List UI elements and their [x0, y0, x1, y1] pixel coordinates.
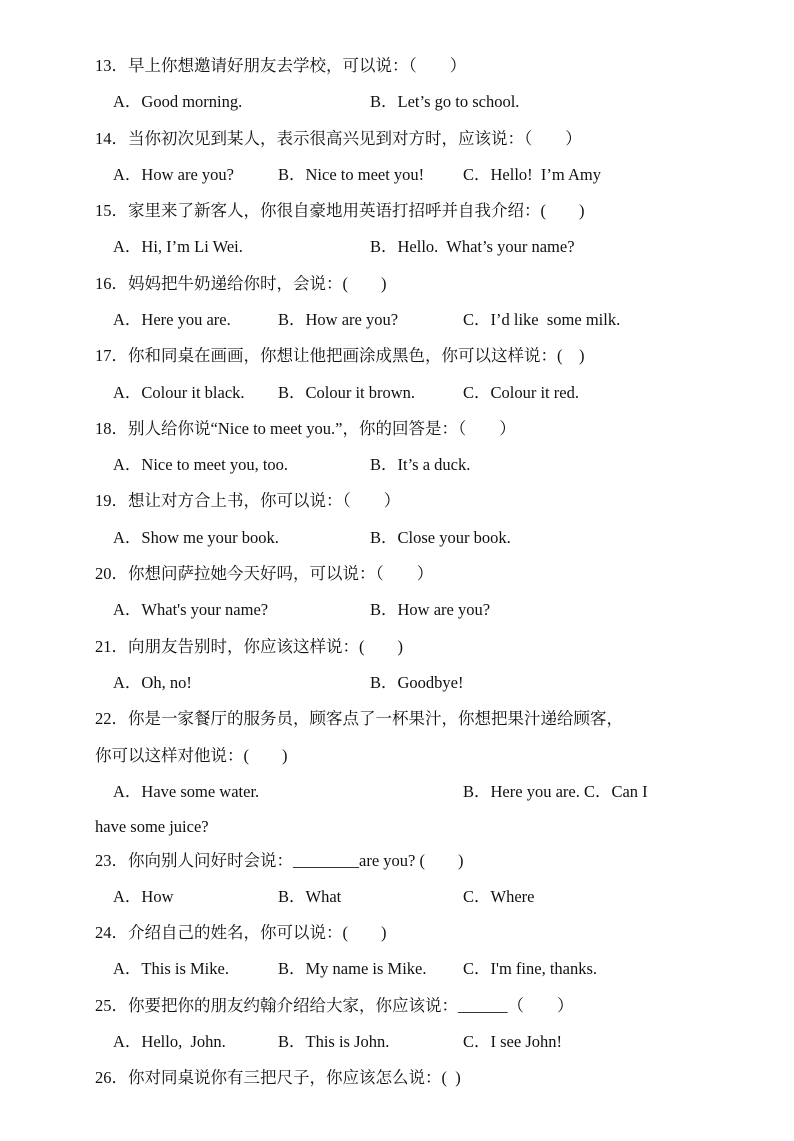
- options-14: [113, 164, 733, 186]
- option-a: A．Colour it black.: [113, 383, 245, 402]
- options-25: [113, 1031, 733, 1053]
- options-15: [113, 236, 733, 258]
- option-b: B．This is John.: [278, 1032, 390, 1051]
- option-a: A．Hi, I’m Li Wei.: [113, 237, 243, 256]
- question-20: 20．你想问萨拉她今天好吗，可以说：（ ）: [95, 564, 434, 583]
- option-b: B．How are you?: [370, 600, 491, 619]
- options-21: [113, 672, 733, 694]
- option-c: C．I'm fine, thanks.: [463, 959, 598, 978]
- option-b: B．Close your book.: [370, 528, 511, 547]
- options-19: [113, 527, 733, 549]
- options-16: [113, 309, 733, 331]
- option-b: B．How are you?: [278, 310, 399, 329]
- option-b: B．Nice to meet you!: [278, 165, 425, 184]
- option-a: A．Show me your book.: [113, 528, 279, 547]
- question-13: 13．早上你想邀请好朋友去学校，可以说：（ ）: [95, 56, 467, 75]
- question-22: 22．你是一家餐厅的服务员，顾客点了一杯果汁，你想把果汁递给顾客，: [95, 709, 623, 728]
- option-b-c: B．Here you are. C．Can I: [463, 782, 648, 801]
- question-25: 25．你要把你的朋友约翰介绍给大家，你应该说：______（ ）: [95, 996, 574, 1015]
- option-b: B．My name is Mike.: [278, 959, 427, 978]
- question-26: 26．你对同桌说你有三把尺子，你应该怎么说：( ): [95, 1068, 461, 1087]
- option-b: B．What: [278, 887, 342, 906]
- question-18: 18．别人给你说“Nice to meet you.”，你的回答是：（ ）: [95, 419, 516, 438]
- option-b: B．Hello. What’s your name?: [370, 237, 575, 256]
- question-23: 23．你向别人问好时会说：________are you? ( ): [95, 851, 464, 870]
- option-a: A．How are you?: [113, 165, 234, 184]
- question-15: 15．家里来了新客人，你很自豪地用英语打招呼并自我介绍：( ): [95, 201, 585, 220]
- option-a: A．Nice to meet you, too.: [113, 455, 289, 474]
- option-c: C．Where: [463, 887, 535, 906]
- options-23: [113, 886, 733, 908]
- question-24: 24．介绍自己的姓名，你可以说：( ): [95, 923, 387, 942]
- question-19: 19．想让对方合上书，你可以说：（ ）: [95, 491, 401, 510]
- options-13: [113, 91, 733, 113]
- option-a: A．How: [113, 887, 174, 906]
- question-22-continued: 你可以这样对他说：( ): [95, 746, 288, 765]
- option-c: C．Colour it red.: [463, 383, 579, 402]
- option-c: C．I’d like some milk.: [463, 310, 621, 329]
- option-a: A．What's your name?: [113, 600, 269, 619]
- option-c-continued: have some juice?: [95, 817, 209, 836]
- option-a: A．Here you are.: [113, 310, 231, 329]
- options-22: [113, 781, 733, 803]
- option-a: A．Have some water.: [113, 782, 260, 801]
- option-c: C．I see John!: [463, 1032, 562, 1051]
- options-20: [113, 599, 733, 621]
- option-b: B．Let’s go to school.: [370, 92, 520, 111]
- options-17: [113, 382, 733, 404]
- question-21: 21．向朋友告别时，你应该这样说：( ): [95, 637, 403, 656]
- question-14: 14．当你初次见到某人，表示很高兴见到对方时，应该说：（ ）: [95, 129, 582, 148]
- option-a: A．This is Mike.: [113, 959, 229, 978]
- option-c: C．Hello! I’m Amy: [463, 165, 601, 184]
- option-a: A．Hello, John.: [113, 1032, 226, 1051]
- options-18: [113, 454, 733, 476]
- question-16: 16．妈妈把牛奶递给你时，会说：( ): [95, 274, 387, 293]
- options-24: [113, 958, 733, 980]
- option-b: B．Goodbye!: [370, 673, 464, 692]
- option-a: A．Oh, no!: [113, 673, 192, 692]
- option-a: A．Good morning.: [113, 92, 243, 111]
- option-b: B．Colour it brown.: [278, 383, 416, 402]
- question-17: 17．你和同桌在画画，你想让他把画涂成黑色，你可以这样说：( ): [95, 346, 585, 365]
- option-b: B．It’s a duck.: [370, 455, 471, 474]
